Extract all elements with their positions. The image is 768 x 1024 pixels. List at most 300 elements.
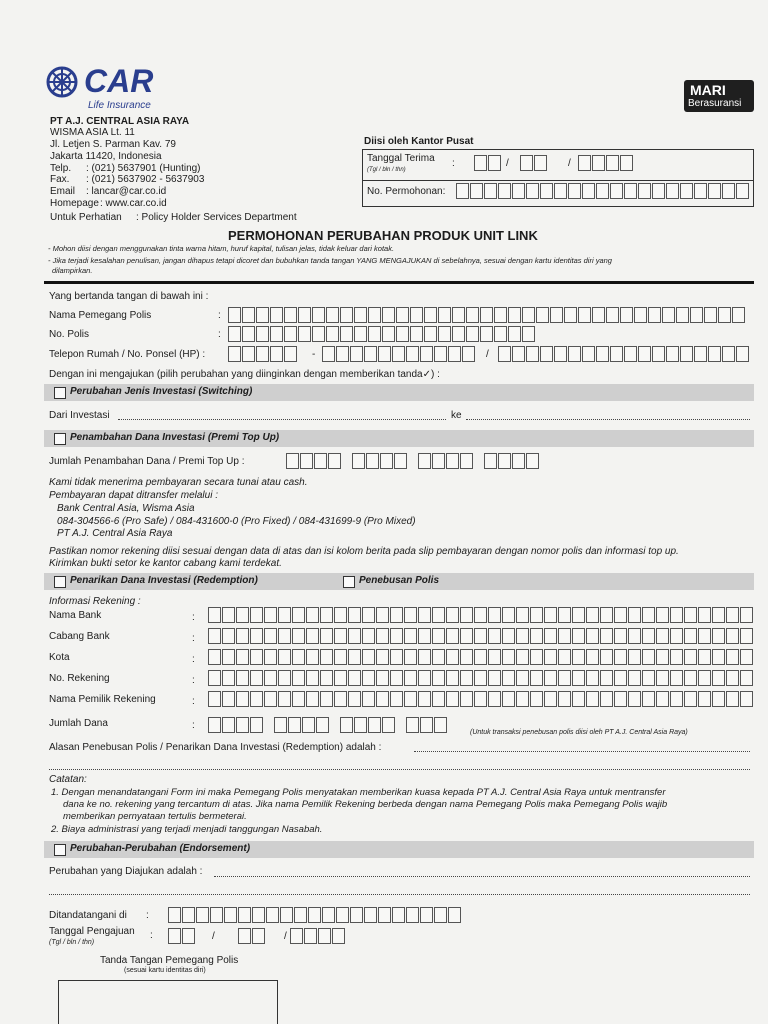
char-cell[interactable] — [418, 649, 431, 665]
char-cell[interactable] — [326, 307, 339, 323]
char-cell[interactable] — [516, 628, 529, 644]
char-cell[interactable] — [448, 907, 461, 923]
char-cell[interactable] — [236, 670, 249, 686]
char-cell[interactable] — [558, 607, 571, 623]
char-cell[interactable] — [516, 691, 529, 707]
char-cell[interactable] — [236, 717, 249, 733]
char-cell[interactable] — [328, 453, 341, 469]
char-cell[interactable] — [698, 691, 711, 707]
char-cell[interactable] — [614, 649, 627, 665]
char-cell[interactable] — [340, 717, 353, 733]
char-cell[interactable] — [382, 717, 395, 733]
char-cell[interactable] — [460, 453, 473, 469]
char-cell[interactable] — [488, 628, 501, 644]
char-cell[interactable] — [290, 928, 303, 944]
char-cell[interactable] — [266, 907, 279, 923]
char-cell[interactable] — [382, 326, 395, 342]
char-cell[interactable] — [350, 346, 363, 362]
char-cell[interactable] — [236, 607, 249, 623]
char-cell[interactable] — [336, 907, 349, 923]
char-cell[interactable] — [568, 346, 581, 362]
char-cell[interactable] — [292, 670, 305, 686]
char-cell[interactable] — [334, 649, 347, 665]
branch-field[interactable] — [208, 628, 754, 644]
char-cell[interactable] — [274, 717, 287, 733]
char-cell[interactable] — [434, 717, 447, 733]
char-cell[interactable] — [406, 717, 419, 733]
char-cell[interactable] — [222, 649, 235, 665]
char-cell[interactable] — [624, 346, 637, 362]
char-cell[interactable] — [494, 326, 507, 342]
char-cell[interactable] — [300, 453, 313, 469]
char-cell[interactable] — [502, 691, 515, 707]
char-cell[interactable] — [540, 346, 553, 362]
char-cell[interactable] — [446, 607, 459, 623]
char-cell[interactable] — [620, 155, 633, 171]
char-cell[interactable] — [474, 691, 487, 707]
char-cell[interactable] — [236, 649, 249, 665]
char-cell[interactable] — [638, 183, 651, 199]
char-cell[interactable] — [582, 346, 595, 362]
char-cell[interactable] — [460, 628, 473, 644]
char-cell[interactable] — [404, 628, 417, 644]
char-cell[interactable] — [270, 326, 283, 342]
char-cell[interactable] — [278, 628, 291, 644]
char-cell[interactable] — [592, 155, 605, 171]
char-cell[interactable] — [558, 670, 571, 686]
char-cell[interactable] — [550, 307, 563, 323]
city-field[interactable] — [208, 649, 754, 665]
char-cell[interactable] — [298, 307, 311, 323]
char-cell[interactable] — [666, 183, 679, 199]
char-cell[interactable] — [502, 649, 515, 665]
char-cell[interactable] — [670, 607, 683, 623]
char-cell[interactable] — [712, 607, 725, 623]
char-cell[interactable] — [522, 326, 535, 342]
topup-checkbox[interactable] — [54, 433, 66, 445]
char-cell[interactable] — [318, 928, 331, 944]
char-cell[interactable] — [512, 183, 525, 199]
char-cell[interactable] — [586, 691, 599, 707]
char-cell[interactable] — [348, 691, 361, 707]
char-cell[interactable] — [652, 183, 665, 199]
char-cell[interactable] — [690, 307, 703, 323]
char-cell[interactable] — [670, 670, 683, 686]
char-cell[interactable] — [582, 183, 595, 199]
char-cell[interactable] — [278, 691, 291, 707]
char-cell[interactable] — [410, 307, 423, 323]
phone-area-field[interactable] — [228, 346, 298, 362]
change-field-2[interactable] — [49, 894, 750, 895]
char-cell[interactable] — [740, 628, 753, 644]
char-cell[interactable] — [502, 628, 515, 644]
char-cell[interactable] — [586, 670, 599, 686]
char-cell[interactable] — [466, 326, 479, 342]
topup-amount-group-1[interactable] — [286, 453, 342, 469]
char-cell[interactable] — [530, 670, 543, 686]
char-cell[interactable] — [642, 628, 655, 644]
char-cell[interactable] — [656, 670, 669, 686]
char-cell[interactable] — [314, 453, 327, 469]
char-cell[interactable] — [306, 649, 319, 665]
char-cell[interactable] — [352, 453, 365, 469]
char-cell[interactable] — [544, 649, 557, 665]
char-cell[interactable] — [250, 628, 263, 644]
char-cell[interactable] — [208, 649, 221, 665]
char-cell[interactable] — [252, 907, 265, 923]
char-cell[interactable] — [592, 307, 605, 323]
char-cell[interactable] — [348, 607, 361, 623]
char-cell[interactable] — [670, 649, 683, 665]
char-cell[interactable] — [516, 607, 529, 623]
char-cell[interactable] — [366, 453, 379, 469]
char-cell[interactable] — [264, 670, 277, 686]
char-cell[interactable] — [656, 649, 669, 665]
account-owner-field[interactable] — [208, 691, 754, 707]
char-cell[interactable] — [348, 649, 361, 665]
char-cell[interactable] — [210, 907, 223, 923]
char-cell[interactable] — [362, 628, 375, 644]
char-cell[interactable] — [208, 607, 221, 623]
char-cell[interactable] — [732, 307, 745, 323]
char-cell[interactable] — [600, 628, 613, 644]
char-cell[interactable] — [614, 628, 627, 644]
char-cell[interactable] — [292, 691, 305, 707]
char-cell[interactable] — [304, 928, 317, 944]
char-cell[interactable] — [642, 670, 655, 686]
char-cell[interactable] — [600, 649, 613, 665]
char-cell[interactable] — [420, 717, 433, 733]
char-cell[interactable] — [572, 649, 585, 665]
char-cell[interactable] — [418, 607, 431, 623]
char-cell[interactable] — [656, 691, 669, 707]
char-cell[interactable] — [320, 649, 333, 665]
char-cell[interactable] — [554, 346, 567, 362]
char-cell[interactable] — [534, 155, 547, 171]
char-cell[interactable] — [642, 607, 655, 623]
char-cell[interactable] — [298, 326, 311, 342]
char-cell[interactable] — [340, 326, 353, 342]
surrender-checkbox[interactable] — [343, 576, 355, 588]
amount-group-2[interactable] — [274, 717, 330, 733]
char-cell[interactable] — [390, 670, 403, 686]
char-cell[interactable] — [368, 717, 381, 733]
char-cell[interactable] — [540, 183, 553, 199]
char-cell[interactable] — [236, 628, 249, 644]
char-cell[interactable] — [376, 649, 389, 665]
char-cell[interactable] — [466, 307, 479, 323]
char-cell[interactable] — [404, 607, 417, 623]
char-cell[interactable] — [334, 670, 347, 686]
phone-mobile-field[interactable] — [498, 346, 750, 362]
char-cell[interactable] — [526, 346, 539, 362]
char-cell[interactable] — [256, 346, 269, 362]
char-cell[interactable] — [334, 607, 347, 623]
char-cell[interactable] — [740, 691, 753, 707]
char-cell[interactable] — [656, 607, 669, 623]
char-cell[interactable] — [376, 607, 389, 623]
char-cell[interactable] — [526, 453, 539, 469]
char-cell[interactable] — [286, 453, 299, 469]
reason-field-2[interactable] — [49, 769, 750, 770]
reason-field-1[interactable] — [414, 751, 750, 752]
char-cell[interactable] — [320, 691, 333, 707]
char-cell[interactable] — [348, 670, 361, 686]
char-cell[interactable] — [530, 649, 543, 665]
char-cell[interactable] — [494, 307, 507, 323]
holder-name-field[interactable] — [228, 307, 746, 323]
char-cell[interactable] — [572, 628, 585, 644]
char-cell[interactable] — [572, 691, 585, 707]
char-cell[interactable] — [390, 607, 403, 623]
char-cell[interactable] — [446, 670, 459, 686]
char-cell[interactable] — [390, 628, 403, 644]
char-cell[interactable] — [508, 326, 521, 342]
char-cell[interactable] — [250, 649, 263, 665]
char-cell[interactable] — [638, 346, 651, 362]
char-cell[interactable] — [208, 670, 221, 686]
char-cell[interactable] — [474, 155, 487, 171]
char-cell[interactable] — [292, 649, 305, 665]
char-cell[interactable] — [610, 183, 623, 199]
char-cell[interactable] — [740, 670, 753, 686]
char-cell[interactable] — [432, 691, 445, 707]
char-cell[interactable] — [320, 670, 333, 686]
char-cell[interactable] — [292, 607, 305, 623]
char-cell[interactable] — [656, 628, 669, 644]
char-cell[interactable] — [382, 307, 395, 323]
char-cell[interactable] — [666, 346, 679, 362]
char-cell[interactable] — [606, 307, 619, 323]
char-cell[interactable] — [424, 326, 437, 342]
topup-amount-group-3[interactable] — [418, 453, 474, 469]
char-cell[interactable] — [228, 346, 241, 362]
char-cell[interactable] — [712, 628, 725, 644]
char-cell[interactable] — [236, 691, 249, 707]
char-cell[interactable] — [680, 346, 693, 362]
char-cell[interactable] — [718, 307, 731, 323]
char-cell[interactable] — [722, 346, 735, 362]
char-cell[interactable] — [544, 691, 557, 707]
char-cell[interactable] — [292, 628, 305, 644]
char-cell[interactable] — [564, 307, 577, 323]
place-field[interactable] — [168, 907, 462, 923]
char-cell[interactable] — [488, 649, 501, 665]
char-cell[interactable] — [168, 907, 181, 923]
char-cell[interactable] — [302, 717, 315, 733]
char-cell[interactable] — [316, 717, 329, 733]
char-cell[interactable] — [684, 628, 697, 644]
signature-box[interactable] — [58, 980, 278, 1024]
char-cell[interactable] — [708, 346, 721, 362]
char-cell[interactable] — [684, 691, 697, 707]
char-cell[interactable] — [480, 326, 493, 342]
char-cell[interactable] — [488, 691, 501, 707]
char-cell[interactable] — [368, 307, 381, 323]
char-cell[interactable] — [362, 670, 375, 686]
char-cell[interactable] — [558, 628, 571, 644]
char-cell[interactable] — [362, 607, 375, 623]
char-cell[interactable] — [614, 670, 627, 686]
char-cell[interactable] — [264, 649, 277, 665]
char-cell[interactable] — [522, 307, 535, 323]
char-cell[interactable] — [670, 628, 683, 644]
char-cell[interactable] — [712, 649, 725, 665]
char-cell[interactable] — [376, 670, 389, 686]
char-cell[interactable] — [238, 928, 251, 944]
char-cell[interactable] — [336, 346, 349, 362]
char-cell[interactable] — [460, 607, 473, 623]
char-cell[interactable] — [168, 928, 181, 944]
char-cell[interactable] — [586, 607, 599, 623]
char-cell[interactable] — [544, 628, 557, 644]
char-cell[interactable] — [404, 649, 417, 665]
char-cell[interactable] — [620, 307, 633, 323]
char-cell[interactable] — [652, 346, 665, 362]
bank-name-field[interactable] — [208, 607, 754, 623]
char-cell[interactable] — [432, 628, 445, 644]
char-cell[interactable] — [586, 649, 599, 665]
char-cell[interactable] — [278, 607, 291, 623]
char-cell[interactable] — [376, 628, 389, 644]
char-cell[interactable] — [182, 928, 195, 944]
char-cell[interactable] — [520, 155, 533, 171]
char-cell[interactable] — [684, 670, 697, 686]
char-cell[interactable] — [558, 691, 571, 707]
char-cell[interactable] — [250, 717, 263, 733]
char-cell[interactable] — [278, 670, 291, 686]
char-cell[interactable] — [488, 607, 501, 623]
char-cell[interactable] — [196, 907, 209, 923]
char-cell[interactable] — [460, 649, 473, 665]
topup-amount-group-2[interactable] — [352, 453, 408, 469]
char-cell[interactable] — [698, 670, 711, 686]
char-cell[interactable] — [208, 628, 221, 644]
char-cell[interactable] — [628, 628, 641, 644]
char-cell[interactable] — [224, 907, 237, 923]
char-cell[interactable] — [390, 691, 403, 707]
char-cell[interactable] — [250, 670, 263, 686]
office-date-year[interactable] — [578, 155, 634, 171]
char-cell[interactable] — [610, 346, 623, 362]
char-cell[interactable] — [642, 649, 655, 665]
char-cell[interactable] — [460, 670, 473, 686]
char-cell[interactable] — [350, 907, 363, 923]
char-cell[interactable] — [736, 346, 749, 362]
char-cell[interactable] — [726, 670, 739, 686]
char-cell[interactable] — [586, 628, 599, 644]
char-cell[interactable] — [264, 691, 277, 707]
char-cell[interactable] — [470, 183, 483, 199]
char-cell[interactable] — [628, 691, 641, 707]
char-cell[interactable] — [256, 326, 269, 342]
char-cell[interactable] — [498, 183, 511, 199]
char-cell[interactable] — [280, 907, 293, 923]
char-cell[interactable] — [432, 453, 445, 469]
amount-group-4[interactable] — [406, 717, 448, 733]
char-cell[interactable] — [432, 670, 445, 686]
char-cell[interactable] — [238, 907, 251, 923]
char-cell[interactable] — [684, 607, 697, 623]
char-cell[interactable] — [404, 691, 417, 707]
char-cell[interactable] — [694, 346, 707, 362]
char-cell[interactable] — [578, 155, 591, 171]
char-cell[interactable] — [354, 717, 367, 733]
char-cell[interactable] — [446, 649, 459, 665]
switching-checkbox[interactable] — [54, 387, 66, 399]
char-cell[interactable] — [694, 183, 707, 199]
char-cell[interactable] — [726, 628, 739, 644]
char-cell[interactable] — [740, 649, 753, 665]
char-cell[interactable] — [322, 907, 335, 923]
char-cell[interactable] — [222, 691, 235, 707]
char-cell[interactable] — [708, 183, 721, 199]
char-cell[interactable] — [432, 649, 445, 665]
char-cell[interactable] — [600, 607, 613, 623]
char-cell[interactable] — [396, 326, 409, 342]
char-cell[interactable] — [614, 607, 627, 623]
char-cell[interactable] — [418, 628, 431, 644]
char-cell[interactable] — [320, 607, 333, 623]
char-cell[interactable] — [334, 628, 347, 644]
char-cell[interactable] — [662, 307, 675, 323]
char-cell[interactable] — [294, 907, 307, 923]
char-cell[interactable] — [446, 691, 459, 707]
char-cell[interactable] — [544, 607, 557, 623]
char-cell[interactable] — [364, 907, 377, 923]
char-cell[interactable] — [380, 453, 393, 469]
char-cell[interactable] — [578, 307, 591, 323]
char-cell[interactable] — [242, 307, 255, 323]
char-cell[interactable] — [410, 326, 423, 342]
char-cell[interactable] — [208, 691, 221, 707]
char-cell[interactable] — [544, 670, 557, 686]
char-cell[interactable] — [684, 649, 697, 665]
char-cell[interactable] — [480, 307, 493, 323]
endorsement-checkbox[interactable] — [54, 844, 66, 856]
char-cell[interactable] — [434, 907, 447, 923]
char-cell[interactable] — [278, 649, 291, 665]
char-cell[interactable] — [242, 346, 255, 362]
char-cell[interactable] — [740, 607, 753, 623]
char-cell[interactable] — [572, 607, 585, 623]
office-number-field[interactable] — [456, 183, 750, 199]
char-cell[interactable] — [418, 691, 431, 707]
char-cell[interactable] — [362, 649, 375, 665]
char-cell[interactable] — [406, 907, 419, 923]
char-cell[interactable] — [624, 183, 637, 199]
char-cell[interactable] — [606, 155, 619, 171]
char-cell[interactable] — [712, 670, 725, 686]
submit-date-year[interactable] — [290, 928, 346, 944]
char-cell[interactable] — [698, 628, 711, 644]
char-cell[interactable] — [516, 670, 529, 686]
char-cell[interactable] — [222, 717, 235, 733]
char-cell[interactable] — [222, 670, 235, 686]
phone-home-field[interactable] — [322, 346, 476, 362]
char-cell[interactable] — [462, 346, 475, 362]
char-cell[interactable] — [432, 607, 445, 623]
char-cell[interactable] — [418, 453, 431, 469]
char-cell[interactable] — [512, 346, 525, 362]
topup-amount-group-4[interactable] — [484, 453, 540, 469]
char-cell[interactable] — [502, 670, 515, 686]
char-cell[interactable] — [596, 346, 609, 362]
char-cell[interactable] — [676, 307, 689, 323]
char-cell[interactable] — [250, 691, 263, 707]
char-cell[interactable] — [182, 907, 195, 923]
to-investment-field[interactable] — [466, 419, 750, 420]
